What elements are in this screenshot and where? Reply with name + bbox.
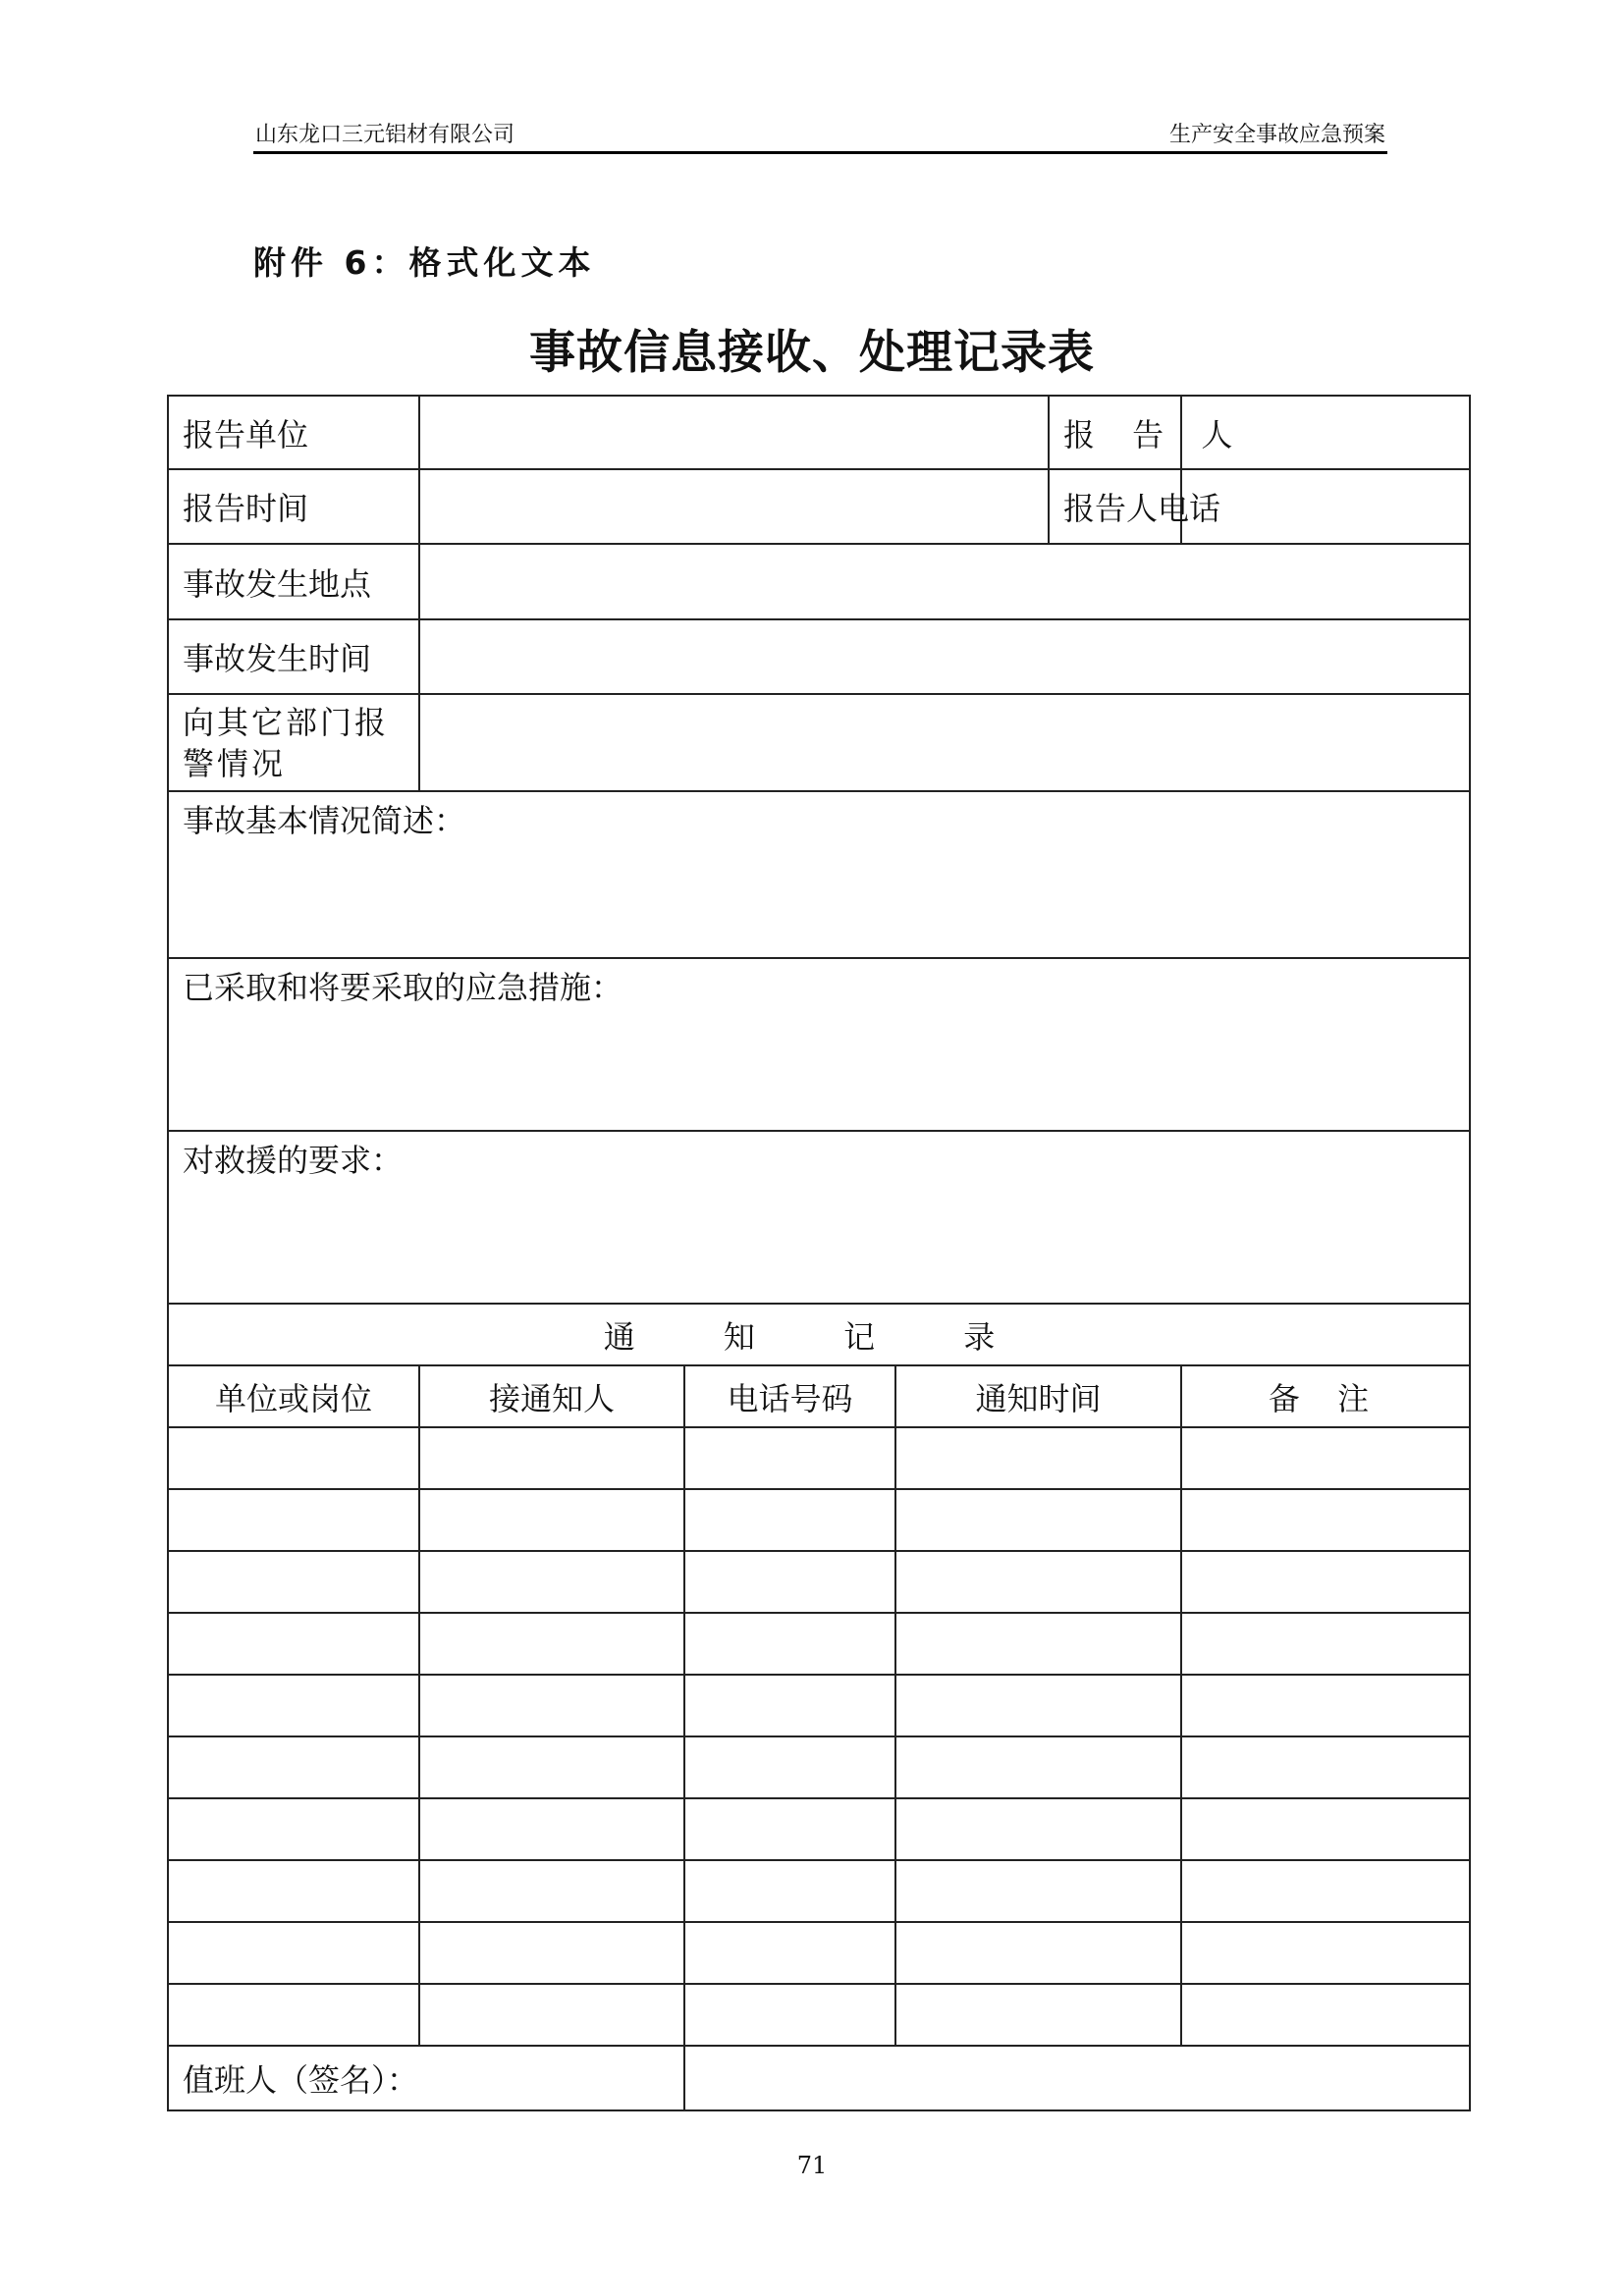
column-header-remarks: 备 注 [1181, 1365, 1470, 1427]
notice-cell[interactable] [895, 1489, 1181, 1551]
header-document-name: 生产安全事故应急预案 [1168, 123, 1385, 147]
notice-cell[interactable] [168, 1860, 419, 1922]
table-row [168, 1551, 1470, 1613]
notice-cell[interactable] [419, 1984, 684, 2046]
notice-cell[interactable] [895, 1551, 1181, 1613]
column-header-phone: 电话号码 [684, 1365, 895, 1427]
notice-cell[interactable] [684, 1984, 895, 2046]
label-alarm-other-departments: 向其它部门报警情况 [168, 694, 419, 791]
notice-cell[interactable] [895, 1984, 1181, 2046]
field-accident-location[interactable] [419, 544, 1470, 619]
notice-cell[interactable] [684, 1427, 895, 1489]
notice-cell[interactable] [895, 1427, 1181, 1489]
notice-cell[interactable] [419, 1551, 684, 1613]
notice-cell[interactable] [684, 1613, 895, 1675]
notice-cell[interactable] [895, 1922, 1181, 1984]
table-row [168, 1736, 1470, 1798]
notice-record-heading [168, 1304, 1470, 1365]
notice-cell[interactable] [168, 1489, 419, 1551]
notice-cell[interactable] [684, 1675, 895, 1736]
field-report-time[interactable] [419, 469, 1049, 544]
notice-cell[interactable] [1181, 1798, 1470, 1860]
notice-cell[interactable] [895, 1613, 1181, 1675]
notice-cell[interactable] [168, 1984, 419, 2046]
notice-cell[interactable] [684, 1736, 895, 1798]
column-header-notice-time: 通知时间 [895, 1365, 1181, 1427]
label-reporter: 报 告 人 [1049, 396, 1181, 469]
accident-record-form [167, 395, 1471, 2111]
notice-cell[interactable] [1181, 1922, 1470, 1984]
notice-cell[interactable] [419, 1489, 684, 1551]
table-row [168, 1922, 1470, 1984]
notice-cell[interactable] [419, 1922, 684, 1984]
notice-cell[interactable] [419, 1427, 684, 1489]
notice-cell[interactable] [895, 1860, 1181, 1922]
form-title: 事故信息接收、处理记录表 [529, 326, 1095, 380]
notice-cell[interactable] [1181, 1427, 1470, 1489]
label-report-time: 报告时间 [168, 469, 419, 544]
notice-cell[interactable] [684, 1798, 895, 1860]
page-header [253, 114, 1387, 154]
notice-cell[interactable] [1181, 1551, 1470, 1613]
notice-cell[interactable] [168, 1922, 419, 1984]
field-accident-summary[interactable] [168, 791, 1470, 958]
notice-cell[interactable] [1181, 1613, 1470, 1675]
field-reporter-phone[interactable] [1181, 469, 1470, 544]
label-accident-location: 事故发生地点 [168, 544, 419, 619]
field-accident-time[interactable] [419, 619, 1470, 694]
notice-cell[interactable] [895, 1675, 1181, 1736]
notice-cell[interactable] [168, 1798, 419, 1860]
notice-cell[interactable] [1181, 1860, 1470, 1922]
notice-cell[interactable] [168, 1613, 419, 1675]
field-emergency-measures[interactable] [168, 958, 1470, 1131]
field-alarm-other-departments[interactable] [419, 694, 1470, 791]
table-row [168, 1675, 1470, 1736]
notice-cell[interactable] [1181, 1675, 1470, 1736]
field-duty-signature[interactable] [684, 2046, 1470, 2110]
notice-cell[interactable] [684, 1551, 895, 1613]
notice-cell[interactable] [684, 1489, 895, 1551]
notice-cell[interactable] [895, 1736, 1181, 1798]
table-row [168, 1798, 1470, 1860]
label-rescue-request: 对救援的要求： [183, 1142, 404, 1179]
notice-cell[interactable] [419, 1860, 684, 1922]
notice-cell[interactable] [419, 1675, 684, 1736]
notice-cell[interactable] [419, 1798, 684, 1860]
notice-cell[interactable] [168, 1736, 419, 1798]
attachment-title: 附件 6：格式化文本 [253, 243, 596, 282]
table-row [168, 1984, 1470, 2046]
notice-cell[interactable] [168, 1551, 419, 1613]
notice-cell[interactable] [168, 1675, 419, 1736]
label-emergency-measures: 已采取和将要采取的应急措施： [183, 969, 623, 1006]
notice-cell[interactable] [1181, 1736, 1470, 1798]
header-company: 山东龙口三元铝材有限公司 [255, 123, 515, 147]
field-report-unit[interactable] [419, 396, 1049, 469]
label-reporter-phone: 报告人电话 [1049, 469, 1181, 544]
column-header-unit: 单位或岗位 [168, 1365, 419, 1427]
table-row [168, 1489, 1470, 1551]
table-row [168, 1860, 1470, 1922]
table-row [168, 1613, 1470, 1675]
notice-record-title: 通 知 记 录 [603, 1317, 1035, 1356]
notice-cell[interactable] [684, 1922, 895, 1984]
label-duty-signature: 值班人（签名）： [168, 2046, 684, 2110]
notice-cell[interactable] [1181, 1489, 1470, 1551]
notice-cell[interactable] [419, 1736, 684, 1798]
notice-record-rows [168, 1427, 1470, 2046]
page-number: 71 [796, 2152, 828, 2179]
table-row [168, 1427, 1470, 1489]
notice-cell[interactable] [895, 1798, 1181, 1860]
label-report-unit: 报告单位 [168, 396, 419, 469]
notice-cell[interactable] [168, 1427, 419, 1489]
notice-cell[interactable] [419, 1613, 684, 1675]
notice-cell[interactable] [684, 1860, 895, 1922]
column-header-notified-person: 接通知人 [419, 1365, 684, 1427]
field-rescue-request[interactable] [168, 1131, 1470, 1304]
label-accident-summary: 事故基本情况简述： [183, 802, 466, 839]
label-accident-time: 事故发生时间 [168, 619, 419, 694]
notice-cell[interactable] [1181, 1984, 1470, 2046]
